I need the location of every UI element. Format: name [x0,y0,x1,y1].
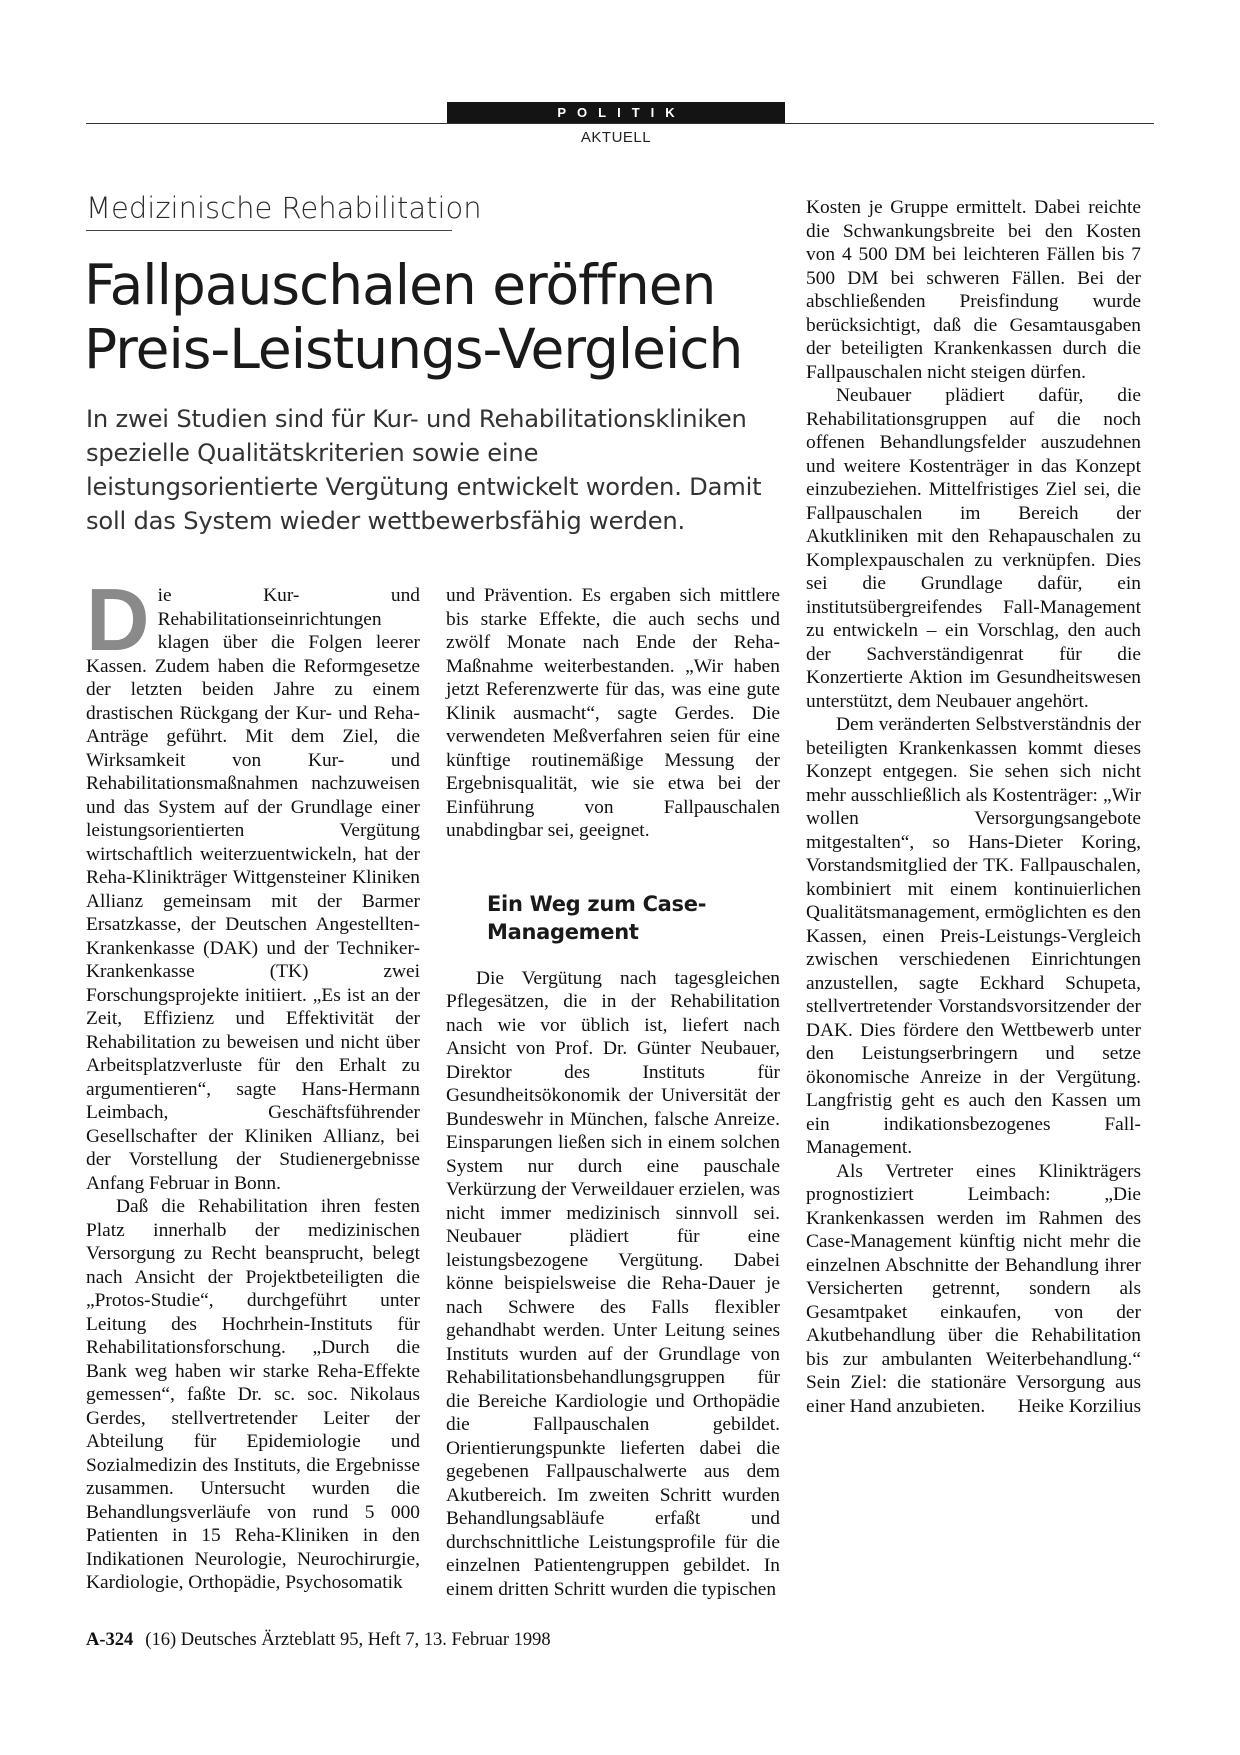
section-label: POLITIK [447,102,785,123]
author-name: Heike Korzilius [1017,1395,1141,1417]
article-title: Fallpauschalen eröffnen Preis-Leistungs-Vergleich [84,253,743,381]
paragraph-6: Als Vertreter eines Klinikträgers prognostiziert Leimbach: „Die Krankenkassen werden im Rahmen des Case-Management künftig nicht mehr die einzelnen Abschnitte der Behandlung ihrer Versicherten getrennt, sondern als Gesamtpaket einkaufen, von der Akutbehandlung über die Rehabilitation bis zur ambulanten Weiterbehandlung.“ Sein Ziel: die stationäre Versorgung aus einer Hand anzubieten. Heike Korzilius [806,1160,1141,1417]
column-1-flow [86,570,420,1595]
subsection-label: AKTUELL [580,129,652,146]
page-number: A-324 [86,1630,134,1650]
text-column-1 [86,570,420,1595]
paragraph-2: Daß die Rehabilitation ihren festen Platz innerhalb der medizinischen Versorgung zu Recht beansprucht, belegt nach Ansicht der Projektbeteiligten die „Protos-Studie“, durchgeführt unter Leitung des Hochrhein-Instituts für Rehabilitationsforschung. „Durch die Bank weg haben wir starke Reha-Effekte gemessen“, faßte Dr. sc. soc. Nikolaus Gerdes, stellvertretender Leiter der Abteilung für Epidemiologie und Sozialmedizin des Instituts, die Ergebnisse zusammen. Untersucht wurden die Behandlungsverläufe von rund 5 000 Patienten in 15 Reha-Kliniken in den Indikationen Neurologie, Neurochirurgie, Kardiologie, Orthopädie, Psychosomatik [86,1196,420,1593]
column-2-flow [446,584,780,1601]
page-footer [86,1630,551,1651]
paragraph-5: Dem veränderten Selbstverständnis der beteiligten Krankenkassen kommt dieses Konzept entgegen. Sie sehen sich nicht mehr ausschließlich als Kostenträger: „Wir wollen Versorgungsangebote mitgestalten“, so Hans-Dieter Koring, Vorstandsmitglied der TK. Fallpauschalen, kombiniert mit einem kontinuierlichen Qualitätsmanagement, ermöglichten es den Kassen, einen Preis-Leistungs-Vergleich zwischen verschiedenen Einrichtungen anzustellen, sagte Eckhard Schupeta, stellvertretender Vorstandsvorsitzender der DAK. Dies fördere den Wettbewerb unter den Leistungserbringern und setze ökonomische Anreize in der Vergütung. Langfristig geht es auch den Kassen um ein indikationsbezogenes Fall-Management. [806,714,1141,1158]
article-lead: In zwei Studien sind für Kur- und Rehabilitationskliniken spezielle Qualitätskriterien sowie eine leistungsorientierte Vergütung entwickelt worden. Damit soll das System wieder wettbewerbsfähig werden. [86,405,762,535]
text-column-2 [446,584,780,1601]
text-column-3 [806,196,1141,1418]
drop-cap: D [86,570,150,669]
column-3-flow [806,196,1141,1418]
journal-citation: (16) Deutsches Ärzteblatt 95, Heft 7, 13. Februar 1998 [145,1630,551,1650]
section-subhead: Ein Weg zum Case-Management [487,891,707,944]
article-kicker: Medizinische Rehabilitation [86,191,452,231]
header-rule [86,123,1154,124]
paragraph-3-continued: Kosten je Gruppe ermittelt. Dabei reichte die Schwankungsbreite bei den Kosten von 4 500 DM bei leichteren Fällen bis 7 500 DM bei schweren Fällen. Bei der abschließenden Preisfindung wurde berücksichtigt, daß die Gesamtausgaben der beteiligten Krankenkassen durch die Fallpauschalen nicht steigen dürfen. [806,197,1141,383]
paragraph-2-continued: und Prävention. Es ergaben sich mittlere bis starke Effekte, die auch sechs und zwölf Monate nach Ende der Reha-Maßnahme weiterbestanden. „Wir haben jetzt Referenzwerte für das, was eine gute Klinik ausmacht“, sagte Gerdes. Die verwendeten Meßverfahren seien für eine künftige routinemäßige Messung der Ergebnisqualität, wie sie etwa bei der Einführung von Fallpauschalen unabdingbar sei, geeignet. [446,585,780,841]
paragraph-1: ie Kur- und Rehabilitationseinrichtungen klagen über die Folgen leerer Kassen. Zudem haben die Reformgesetze der letzten beiden Jahre zu einem drastischen Rückgang der Kur- und Reha-Anträge geführt. Mit dem Ziel, die Wirksamkeit von Kur- und Rehabilitationsmaßnahmen nachzuweisen und das System auf der Grundlage einer leistungsorientierten Vergütung wirtschaftlich weiterzuentwickeln, hat der Reha-Klinikträger Wittgensteiner Kliniken Allianz gemeinsam mit der Barmer Ersatzkasse, der Deutschen Angestellten-Krankenkasse (DAK) und der Techniker-Krankenkasse (TK) zwei Forschungsprojekte initiiert. „Es ist an der Zeit, Effizienz und Effektivität der Rehabilitation zu beweisen und nicht über Arbeitsplatzverluste für den Erhalt zu argumentieren“, sagte Hans-Hermann Leimbach, Geschäftsführender Gesellschafter der Kliniken Allianz, bei der Vorstellung der Studienergebnisse Anfang Februar in Bonn. [86,585,420,1194]
paragraph-4: Neubauer plädiert dafür, die Rehabilitationsgruppen auf die noch offenen Behandlungsfelder auszudehnen und weitere Kostenträger in das Konzept einzubeziehen. Mittelfristiges Ziel sei, die Fallpauschalen im Bereich der Akutkliniken mit den Rehapauschalen zu Komplexpauschalen zu verknüpfen. Dies sei die Grundlage dafür, ein institutsübergreifendes Fall-Management zu entwickeln – ein Vorschlag, den auch der Sachverständigenrat für die Konzertierte Aktion im Gesundheitswesen unterstützt, dem Neubauer angehört. [806,385,1141,712]
paragraph-3: Die Vergütung nach tagesgleichen Pflegesätzen, die in der Rehabilitation nach wie vor üblich ist, liefert nach Ansicht von Prof. Dr. Günter Neubauer, Direktor des Instituts für Gesundheitsökonomik der Universität der Bundeswehr in München, falsche Anreize. Einsparungen ließen sich in einem solchen System nur durch eine pauschale Verkürzung der Verweildauer erzielen, was nicht immer medizinisch sinnvoll sei. Neubauer plädiert für eine leistungsbezogene Vergütung. Dabei könne beispielsweise die Reha-Dauer je nach Schwere des Falls flexibler gehandhabt werden. Unter Leitung seines Instituts wurden auf der Grundlage von Rehabilitationsbehandlungsgruppen für die Bereiche Kardiologie und Orthopädie die Fallpauschalen gebildet. Orientierungspunkte lieferten dabei die gegebenen Fallpauschalwerte aus dem Akutbereich. Im zweiten Schritt wurden Behandlungsabläufe erfaßt und durchschnittliche Leistungsprofile für die einzelnen Patientengruppen gebildet. In einem dritten Schritt wurden die typischen [446,967,780,1600]
